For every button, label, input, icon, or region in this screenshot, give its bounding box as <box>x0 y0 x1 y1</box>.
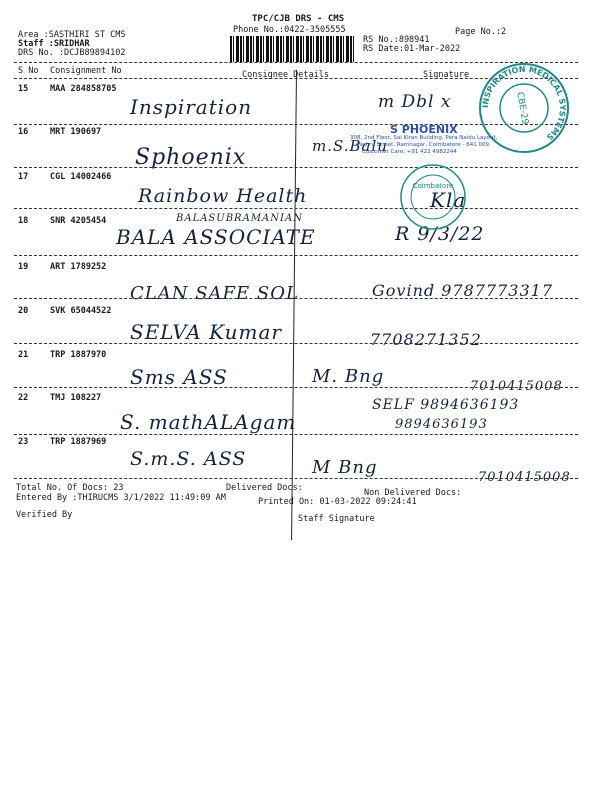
signature-phone: 7010415008 <box>478 470 571 485</box>
consignee-handwriting: S. mathALAgam <box>120 410 297 434</box>
barcode <box>230 36 356 62</box>
delivered-docs: Delivered Docs: <box>226 483 303 493</box>
row-consignment: TMJ 108227 <box>50 393 102 403</box>
signature-handwriting: m Dbl x <box>378 92 452 112</box>
staff-label: Staff :SRIDHAR <box>18 39 90 49</box>
consignee-handwriting-note: BALASUBRAMANIAN <box>176 213 303 224</box>
non-delivered-docs: Non Delivered Docs: <box>364 488 462 498</box>
consignee-handwriting: Sphoenix <box>135 145 247 170</box>
oval-stamp-icon <box>398 162 468 232</box>
svg-text:INSPIRATION MEDICAL SYSTEMS: INSPIRATION MEDICAL SYSTEMS <box>480 64 568 142</box>
row-consignment: SNR 4205454 <box>50 216 107 226</box>
row-divider <box>14 478 578 479</box>
consignee-handwriting: BALA ASSOCIATE <box>116 225 316 249</box>
row-sno: 18 <box>18 216 29 226</box>
drs-number: DRS No. :DCJB89894102 <box>18 48 126 58</box>
signature-handwriting: m.S.Balu <box>312 137 388 155</box>
consignee-handwriting: Inspiration <box>130 95 253 119</box>
signature-handwriting: Govind 9787773317 <box>372 281 553 300</box>
row-consignment: MRT 190697 <box>50 127 102 137</box>
row-consignment: ART 1789252 <box>50 262 107 272</box>
rs-date: RS Date:01-Mar-2022 <box>363 44 461 54</box>
col-consignee: Consignee Details <box>242 70 329 80</box>
row-divider <box>14 387 578 388</box>
consignee-handwriting: Sms ASS <box>130 365 228 389</box>
company-stamp <box>350 125 530 156</box>
phone-number: Phone No.:0422-3505555 <box>233 25 346 35</box>
consignee-handwriting: S.m.S. ASS <box>130 448 247 470</box>
row-consignment: TRP 1887970 <box>50 350 107 360</box>
consignee-handwriting: CLAN SAFE SOL <box>130 283 299 304</box>
svg-text:Coimbatore: Coimbatore <box>412 182 454 190</box>
row-divider <box>14 167 578 168</box>
company-address-line: (Nehru Street, Ramnagar, Coimbatore - 641 009. <box>356 142 491 148</box>
row-sno: 15 <box>18 84 29 94</box>
row-divider <box>14 298 578 299</box>
row-divider <box>14 343 578 344</box>
row-divider <box>14 434 578 435</box>
document-title: TPC/CJB DRS - CMS <box>252 14 345 24</box>
col-consignment: Consignment No <box>50 66 122 76</box>
verified-by: Verified By <box>16 510 73 520</box>
company-address-line: 308, 2nd Floor, Sai Kiran Building, Pera Naidu Layout, <box>350 135 498 141</box>
row-sno: 22 <box>18 393 29 403</box>
signature-handwriting: M. Bng <box>312 366 385 387</box>
row-sno: 20 <box>18 306 29 316</box>
signature-handwriting: SELF 9894636193 <box>372 397 520 413</box>
row-sno: 21 <box>18 350 29 360</box>
col-signature: Signature <box>423 70 470 80</box>
rs-number: RS No.:898941 <box>363 35 430 45</box>
area-label: Area :SASTHIRI ST CMS <box>18 30 126 40</box>
entered-by: Entered By :THIRUCMS 3/1/2022 11:49:09 AM <box>16 493 226 503</box>
signature-handwriting: M Bng <box>312 457 378 478</box>
col-sno: S No <box>18 66 39 76</box>
row-sno: 19 <box>18 262 29 272</box>
row-consignment: CGL 14002466 <box>50 172 112 182</box>
row-consignment: TRP 1887969 <box>50 437 107 447</box>
signature-phone: 9894636193 <box>395 417 488 432</box>
row-divider <box>14 255 578 256</box>
row-consignment: SVK 65044522 <box>50 306 112 316</box>
signature-phone: 7010415008 <box>470 379 563 394</box>
row-sno: 16 <box>18 127 29 137</box>
printed-on: Printed On: 01-03-2022 09:24:41 <box>258 497 417 507</box>
row-sno: 17 <box>18 172 29 182</box>
row-sno: 23 <box>18 437 29 447</box>
staff-signature: Staff Signature <box>298 514 375 524</box>
total-docs: Total No. Of Docs: 23 <box>16 483 124 493</box>
row-divider <box>14 208 578 209</box>
consignee-handwriting: SELVA Kumar <box>130 320 282 344</box>
signature-handwriting: R 9/3/22 <box>395 223 485 245</box>
company-care-line: Customer Care: +91 422 4982244 <box>362 149 457 155</box>
svg-text:CBE-29: CBE-29 <box>514 91 530 126</box>
company-logo: S PHOENIX <box>390 123 458 136</box>
page-number: Page No.:2 <box>455 27 507 37</box>
consignee-handwriting: Rainbow Health <box>138 185 308 207</box>
column-separator <box>291 70 297 540</box>
signature-handwriting: 7708271352 <box>370 330 482 349</box>
row-consignment: MAA 284858705 <box>50 84 117 94</box>
signature-handwriting: Kla <box>430 188 467 212</box>
